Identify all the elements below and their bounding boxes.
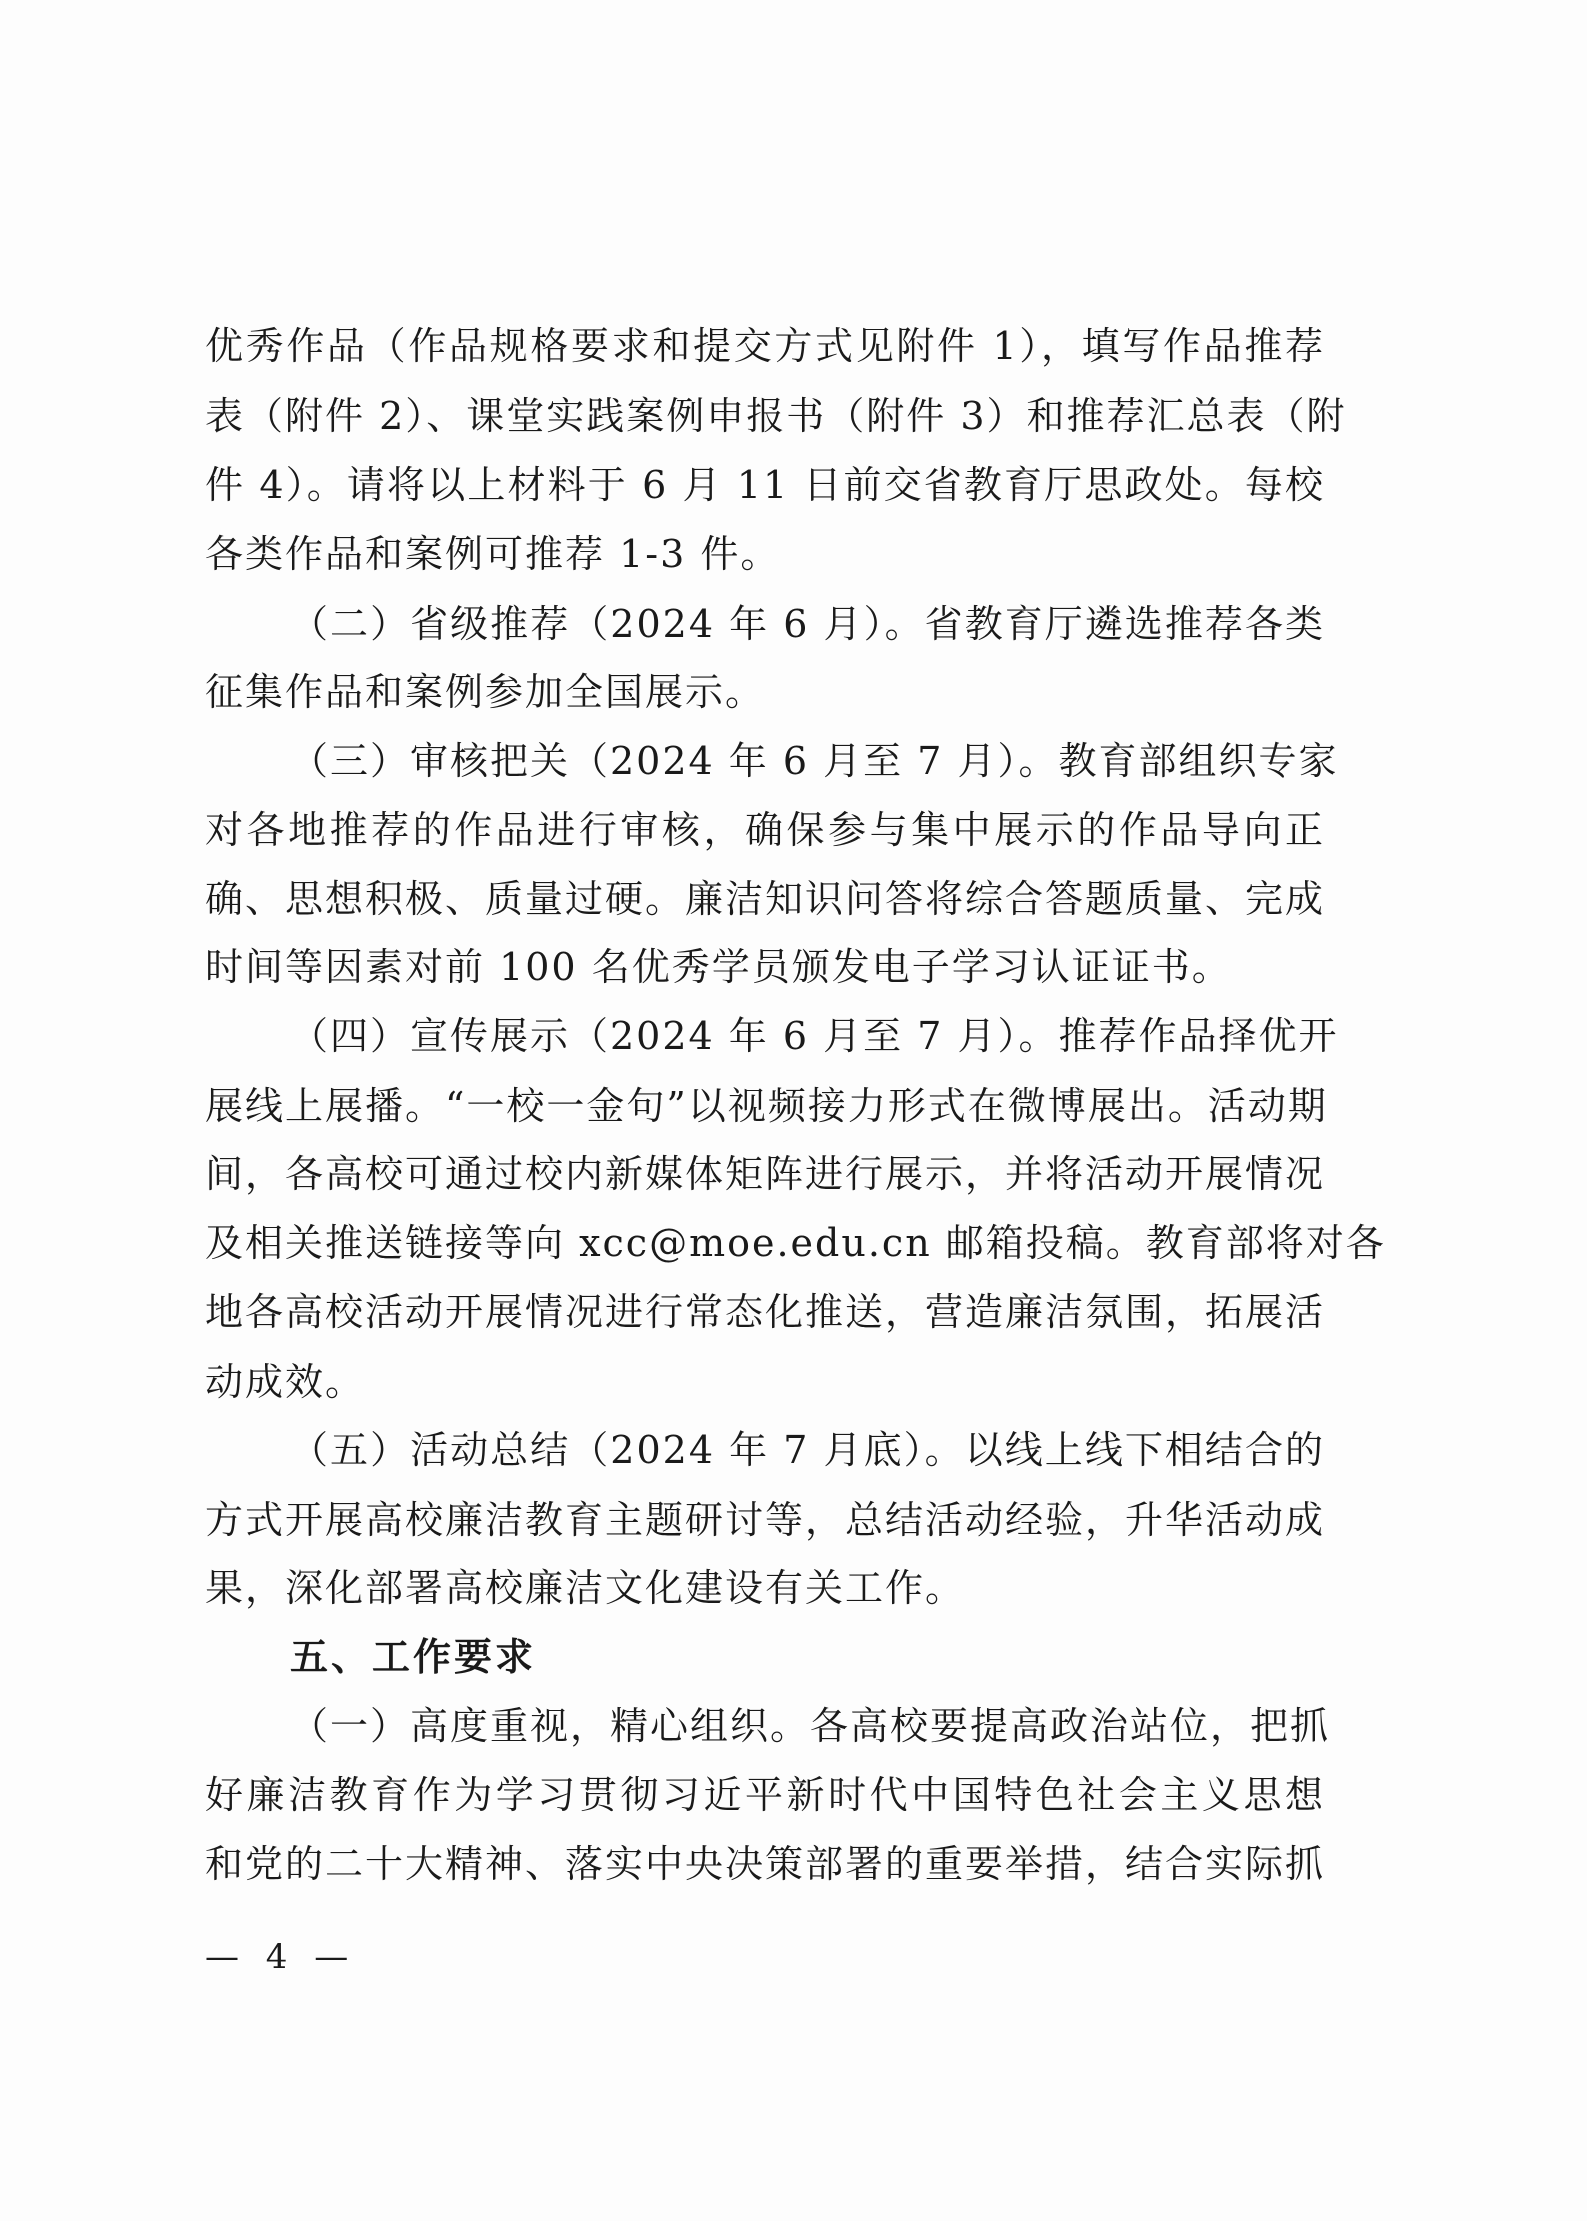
paragraph-line: 确、思想积极、质量过硬。廉洁知识问答将综合答题质量、完成 [205, 877, 1326, 921]
page-number: — 4 — [205, 1937, 357, 1977]
paragraph-line: 展线上展播。“一校一金句”以视频接力形式在微博展出。活动期 [205, 1084, 1328, 1128]
paragraph-line: 优秀作品（作品规格要求和提交方式见附件 1），填写作品推荐 [205, 324, 1325, 368]
section-item-line: （一）高度重视，精心组织。各高校要提高政治站位，把抓 [290, 1704, 1331, 1748]
section-item-line: （三）审核把关（2024 年 6 月至 7 月）。教育部组织专家 [290, 739, 1339, 783]
paragraph-line: 及相关推送链接等向 xcc@moe.edu.cn 邮箱投稿。教育部将对各 [205, 1221, 1386, 1265]
paragraph-line: 动成效。 [205, 1360, 366, 1404]
paragraph-line: 件 4）。请将以上材料于 6 月 11 日前交省教育厅思政处。每校 [205, 463, 1325, 507]
paragraph-line: 和党的二十大精神、落实中央决策部署的重要举措，结合实际抓 [205, 1842, 1326, 1886]
section-heading: 五、工作要求 [290, 1635, 537, 1679]
paragraph-line: 征集作品和案例参加全国展示。 [205, 670, 766, 714]
paragraph-line: 对各地推荐的作品进行审核，确保参与集中展示的作品导向正 [205, 808, 1325, 852]
paragraph-line: 各类作品和案例可推荐 1-3 件。 [205, 532, 781, 576]
paragraph-line: 表（附件 2）、课堂实践案例申报书（附件 3）和推荐汇总表（附 [205, 394, 1347, 438]
paragraph-line: 果，深化部署高校廉洁文化建设有关工作。 [205, 1566, 966, 1610]
section-item-line: （二）省级推荐（2024 年 6 月）。省教育厅遴选推荐各类 [290, 602, 1325, 646]
paragraph-line: 地各高校活动开展情况进行常态化推送，营造廉洁氛围，拓展活 [205, 1290, 1326, 1334]
paragraph-line: 好廉洁教育作为学习贯彻习近平新时代中国特色社会主义思想 [205, 1773, 1325, 1817]
section-item-line: （五）活动总结（2024 年 7 月底）。以线上线下相结合的 [290, 1428, 1325, 1472]
paragraph-line: 方式开展高校廉洁教育主题研讨等，总结活动经验，升华活动成 [205, 1498, 1326, 1542]
paragraph-line: 间，各高校可通过校内新媒体矩阵进行展示，并将活动开展情况 [205, 1152, 1326, 1196]
paragraph-line: 时间等因素对前 100 名优秀学员颁发电子学习认证证书。 [205, 945, 1232, 989]
section-item-line: （四）宣传展示（2024 年 6 月至 7 月）。推荐作品择优开 [290, 1014, 1339, 1058]
